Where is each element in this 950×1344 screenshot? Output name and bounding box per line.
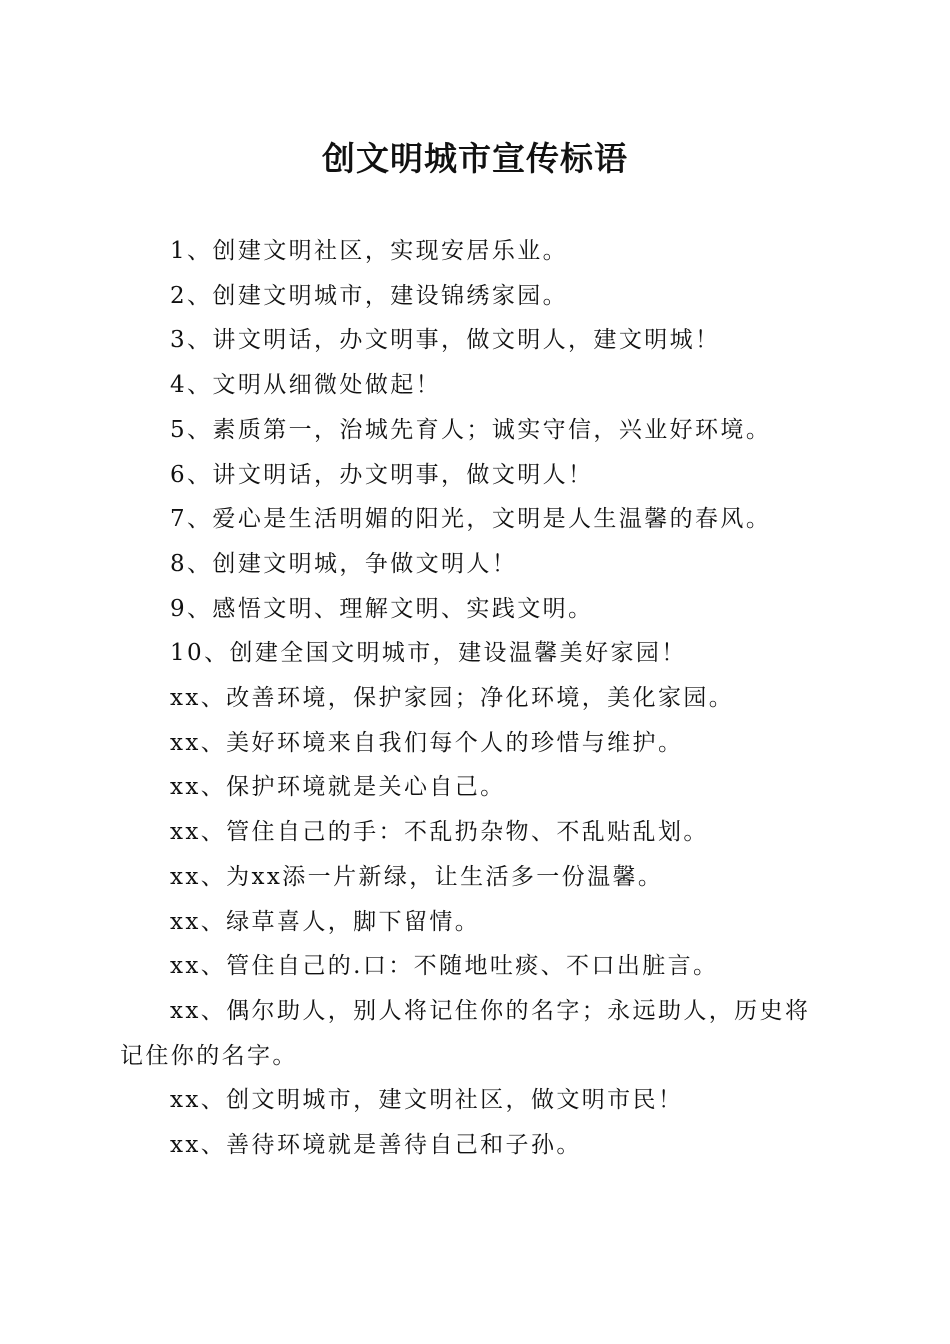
slogan-item: 4、文明从细微处做起！ [170, 372, 442, 399]
slogan-item: 1、创建文明社区，实现安居乐业。 [170, 238, 569, 264]
slogan-item: xx、创文明城市，建文明社区，做文明市民！ [170, 1087, 684, 1114]
slogan-item: 10、创建全国文明城市，建设温馨美好家园！ [170, 640, 687, 667]
slogan-item: xx、改善环境，保护家园；净化环境，美化家园。 [170, 685, 735, 712]
slogan-item: xx、偶尔助人，别人将记住你的名字；永远助人，历史将记住你的名字。 [120, 997, 811, 1069]
slogan-list [120, 229, 832, 1168]
slogan-item: xx、管住自己的手：不乱扔杂物、不乱贴乱划。 [170, 819, 709, 846]
slogan-item: 2、创建文明城市，建设锦绣家园。 [170, 282, 569, 309]
slogan-item: xx、管住自己的.口：不随地吐痰、不口出脏言。 [170, 953, 719, 980]
slogan-item: 9、感悟文明、理解文明、实践文明。 [170, 595, 594, 622]
slogan-item: 6、讲文明话，办文明事，做文明人！ [170, 461, 594, 488]
slogan-item: xx、保护环境就是关心自己。 [170, 774, 506, 801]
slogan-item: 8、创建文明城，争做文明人！ [170, 550, 518, 577]
slogan-item: xx、善待环境就是善待自己和子孙。 [170, 1132, 582, 1159]
slogan-item: 3、讲文明话，办文明事，做文明人，建文明城！ [170, 327, 721, 354]
slogan-item: xx、美好环境来自我们每个人的珍惜与维护。 [170, 729, 684, 756]
slogan-item: xx、为xx添一片新绿，让生活多一份温馨。 [170, 863, 664, 890]
slogan-item: xx、绿草喜人，脚下留情。 [170, 908, 481, 935]
slogan-item: 5、素质第一，治城先育人；诚实守信，兴业好环境。 [170, 416, 772, 443]
slogan-item: 7、爱心是生活明媚的阳光，文明是人生温馨的春风。 [170, 506, 772, 533]
document-title: 创文明城市宣传标语 [322, 139, 628, 178]
